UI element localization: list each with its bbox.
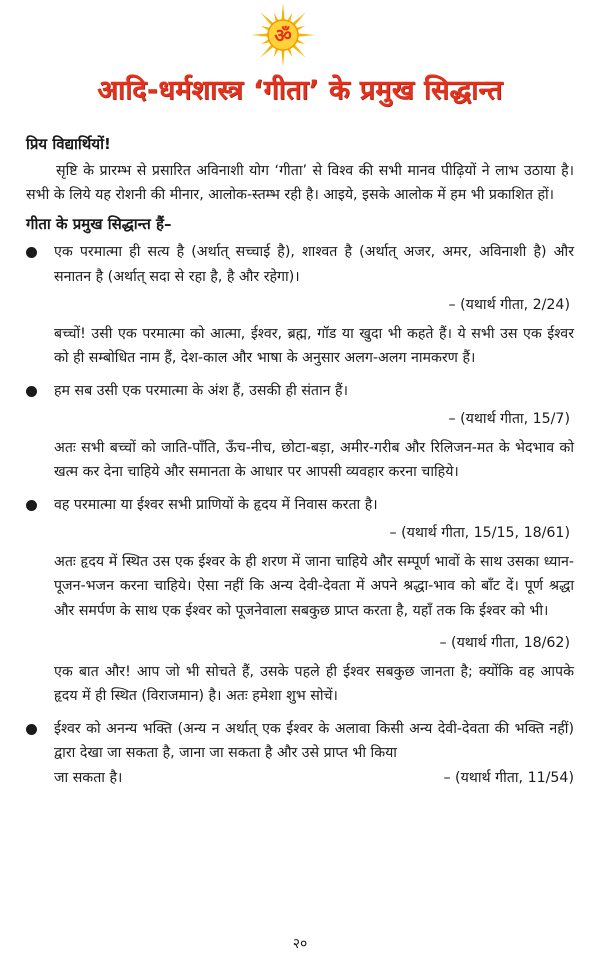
- principle-item-4: [26, 717, 574, 791]
- principle-last-line: [54, 766, 574, 791]
- verse-reference: – (यथार्थ गीता, 15/7): [448, 411, 570, 427]
- page-number: २०: [292, 936, 308, 952]
- bullet-icon: [26, 386, 37, 397]
- verse-reference: – (यथार्थ गीता, 15/15, 18/61): [389, 525, 570, 541]
- page-title: आदि-धर्मशास्त्र ‘गीता’ के प्रमुख सिद्धान्त: [97, 75, 503, 106]
- principle-note: एक बात और! आप जो भी सोचते हैं, उसके पहले ही ईश्वर सबकुछ जानता है; क्योंकि वह आपके हृदय में ही स्थित (विराजमान) है। अतः हमेशा शुभ सोचें।: [54, 663, 574, 704]
- principle-text: हम सब उसी एक परमात्मा के अंश हैं, उसकी ही संतान हैं।: [54, 382, 348, 399]
- principle-note: अतः हृदय में स्थित उस एक ईश्वर के ही शरण में जाना चाहिये और सम्पूर्ण भावों के साथ उसका ध्यान-पूजन-भजन करना चाहिये। ऐसा नहीं कि अन्य देवी-देवता में अपने श्रद्धा-भाव को बाँट दें। पूर्ण श्रद्धा और समर्पण के साथ एक ईश्वर को पूजनेवाला सबकुछ प्राप्त करता है, यहाँ तक कि ईश्वर को भी।: [54, 553, 574, 619]
- sun-ray: [251, 33, 269, 36]
- bullet-icon: [26, 724, 37, 735]
- principles-subheading: गीता के प्रमुख सिद्धान्त हैं–: [26, 214, 172, 233]
- om-sun-icon: [250, 2, 316, 68]
- bullet-icon: [26, 500, 37, 511]
- om-symbol: ॐ: [274, 25, 292, 47]
- principle-note: अतः सभी बच्चों को जाति-पाँति, ऊँच-नीच, छोटा-बड़ा, अमीर-गरीब और रिलिजन-मत के भेदभाव को खत्म कर देना चाहिये और समानता के आधार पर आपसी व्यवहार करना चाहिये।: [54, 439, 574, 480]
- principle-note: बच्चों! उसी एक परमात्मा को आत्मा, ईश्वर, ब्रह्म, गॉड या खुदा भी कहते हैं। ये सभी उस एक ईश्वर को ही सम्बोधित नाम हैं, देश-काल और भाषा के अनुसार अलग-अलग नामकरण हैं।: [54, 325, 574, 366]
- sun-ray: [297, 33, 315, 36]
- verse-reference: – (यथार्थ गीता, 2/24): [448, 297, 570, 313]
- verse-reference: – (यथार्थ गीता, 11/54): [443, 769, 574, 786]
- principle-item-1: [26, 240, 574, 289]
- om-sun-emblem: [250, 2, 316, 68]
- principle-text: ईश्वर को अनन्य भक्ति (अन्य न अर्थात् एक ईश्वर के अलावा किसी अन्य देवी-देवता की भक्ति नहीं) द्वारा देखा जा सकता है, जाना जा सकता है और उसे प्राप्त भी किया: [54, 720, 574, 761]
- principle-text: वह परमात्मा या ईश्वर सभी प्राणियों के हृदय में निवास करता है।: [54, 496, 378, 513]
- salutation: प्रिय विद्यार्थियों!: [26, 135, 111, 153]
- intro-paragraph: सृष्टि के प्रारम्भ से प्रसारित अविनाशी योग ‘गीता’ से विश्व की सभी मानव पीढ़ियों ने लाभ उठाया है। सभी के लिये यह रोशनी की मीनार, आलोक-स्तम्भ रही है। आइये, इसके आलोक में हम भी प्रकाशित हों।: [26, 162, 574, 203]
- bullet-icon: [26, 247, 37, 258]
- sun-ray: [281, 3, 284, 21]
- page-body: [26, 132, 574, 794]
- principle-item-3: [26, 493, 574, 518]
- principle-text: एक परमात्मा ही सत्य है (अर्थात् सच्चाई है), शाश्वत है (अर्थात् अजर, अमर, अविनाशी है) और सनातन है (अर्थात् सदा से रहा है, है और रहेगा)।: [54, 244, 574, 285]
- principle-text-end: जा सकता है।: [54, 769, 123, 786]
- verse-reference: – (यथार्थ गीता, 18/62): [439, 635, 570, 651]
- sun-ray: [281, 49, 284, 67]
- principle-item-2: [26, 379, 574, 404]
